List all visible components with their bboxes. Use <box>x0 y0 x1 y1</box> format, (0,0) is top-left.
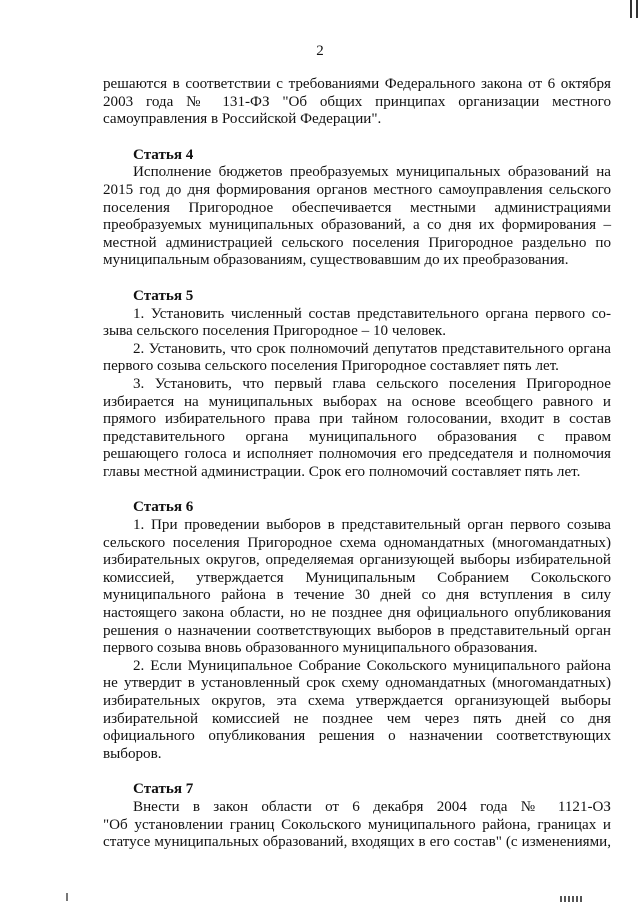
text-line: муниципальным образованиям, существовавшим до их преобразования. <box>103 252 569 269</box>
text-line: решающего голоса и исполняет полномочия его председателя и полномочия <box>103 446 611 463</box>
text-line: поселения Пригородное обеспечивается местными администрациями <box>103 199 611 216</box>
text-line: избирательных округов, определяемая организующей выборы избирательной <box>103 552 611 569</box>
text-line: Исполнение бюджетов преобразуемых муниципальных образований на <box>133 164 611 181</box>
text-line: официального опубликования решения о назначении соответствующих <box>103 728 611 745</box>
text-line: самоуправления в Российской Федерации". <box>103 111 382 128</box>
text-line: муниципального района в течение 30 дней со дня вступления в силу <box>103 587 611 604</box>
text-line: статусе муниципальных образований, входящих в его состав" (с изменениями, <box>103 834 611 851</box>
page-number: 2 <box>316 43 324 59</box>
article-4 <box>103 147 611 270</box>
article-5 <box>103 288 611 482</box>
article-6 <box>103 499 611 763</box>
text-line: Внести в закон области от 6 декабря 2004 года № 1121-ОЗ <box>133 798 611 815</box>
text-line: 2. Установить, что срок полномочий депутатов представительного органа <box>133 340 611 357</box>
text-line: зыва сельского поселения Пригородное – 10 человек. <box>103 323 447 340</box>
text-line: 2. Если Муниципальное Собрание Сокольского муниципального района <box>133 657 611 674</box>
text-line: первого созыва вновь образованного муниципального образования. <box>103 640 538 657</box>
text-line: избирательной комиссией не позднее чем через пять дней со дня <box>103 710 611 727</box>
text-line: прямого избирательного права при тайном голосовании, входит в состав <box>103 411 611 428</box>
text-line: не утвердит в установленный срок схему одномандатных (многомандатных) <box>103 675 611 692</box>
article-7 <box>103 781 611 851</box>
article-heading: Статья 7 <box>133 781 194 798</box>
text-line: первого созыва сельского поселения Пригородное составляет пять лет. <box>103 358 559 375</box>
text-line: 2003 года № 131-ФЗ "Об общих принципах организации местного <box>103 93 611 110</box>
text-line: избирательных округов, эта схема утверждается организующей выборы <box>103 693 611 709</box>
text-line: главы местной администрации. Срок его полномочий составляет пять лет. <box>103 463 581 480</box>
text-line: "Об установлении границ Сокольского муниципального района, границах и <box>103 816 611 833</box>
document-body <box>103 76 611 852</box>
text-line: решаются в соответствии с требованиями Федерального закона от 6 октября <box>103 76 611 92</box>
text-line: 2015 год до дня формирования органов местного самоуправления сельского <box>103 181 611 198</box>
article-heading: Статья 4 <box>133 146 194 163</box>
scan-artifact <box>560 896 582 902</box>
text-line: представительного органа муниципального образования с правом <box>103 428 611 445</box>
text-line: 1. Установить численный состав представительного органа первого со- <box>133 305 611 322</box>
text-line: комиссией, утверждается Муниципальным Собранием Сокольского <box>103 569 611 586</box>
article-heading: Статья 5 <box>133 287 194 304</box>
text-line: 3. Установить, что первый глава сельского поселения Пригородное <box>133 375 611 392</box>
scan-artifact <box>630 0 638 18</box>
text-line: сельского поселения Пригородное схема одномандатных (многомандатных) <box>103 534 611 551</box>
text-line: решения о назначении соответствующих выборов в представительный орган <box>103 622 611 639</box>
text-line: 1. При проведении выборов в представительный орган первого созыва <box>133 517 611 534</box>
article-heading: Статья 6 <box>133 499 194 516</box>
text-line: местной администрацией сельского поселения Пригородное раздельно по <box>103 234 611 251</box>
text-line: настоящего закона области, но не позднее дня официального опубликования <box>103 605 611 622</box>
text-line: преобразуемых муниципальных образований, а со дня их формирования – <box>103 217 611 234</box>
scan-artifact <box>66 893 68 901</box>
text-line: выборов. <box>103 745 162 762</box>
continuation-paragraph <box>103 76 611 129</box>
text-line: избирается на муниципальных выборах на основе всеобщего равного и <box>103 393 611 410</box>
